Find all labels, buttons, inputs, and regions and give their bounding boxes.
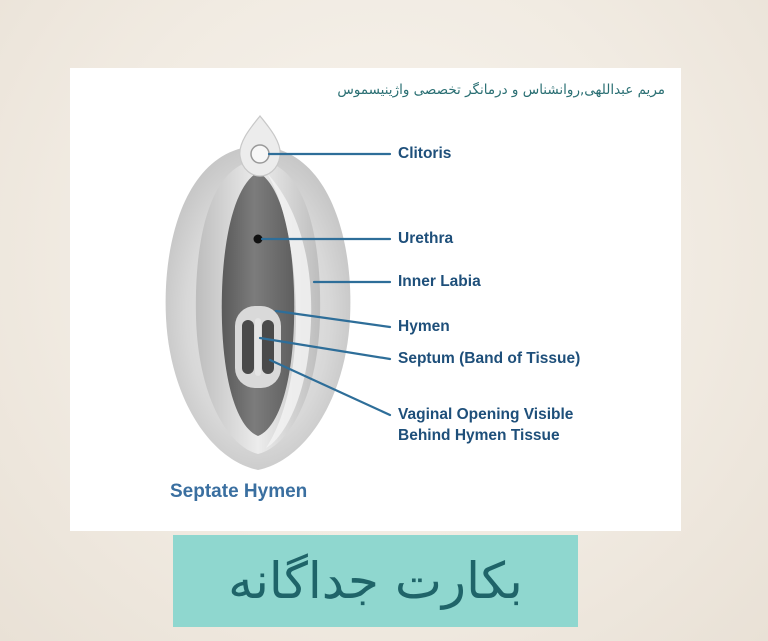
author-credit: مریم عبداللهی,روانشناس و درمانگر تخصصی واژینیسموس — [337, 82, 665, 98]
septum-shape — [255, 318, 261, 376]
banner-title: بکارت جداگانه — [228, 552, 523, 610]
label-inner-labia: Inner Labia — [398, 273, 481, 290]
label-urethra: Urethra — [398, 230, 454, 247]
label-clitoris: Clitoris — [398, 145, 452, 162]
vaginal-opening-left — [242, 320, 254, 374]
title-banner — [173, 535, 578, 627]
clitoris-shape — [251, 145, 269, 163]
label-septum: Septum (Band of Tissue) — [398, 350, 581, 367]
label-hymen: Hymen — [398, 318, 450, 335]
diagram-card — [70, 68, 681, 531]
label-vaginal-opening-line1: Vaginal Opening Visible — [398, 406, 574, 423]
septate-hymen-illustration — [70, 68, 681, 531]
label-vaginal-opening-line2: Behind Hymen Tissue — [398, 427, 560, 444]
vaginal-opening-right — [262, 320, 274, 374]
diagram-caption: Septate Hymen — [170, 481, 308, 502]
